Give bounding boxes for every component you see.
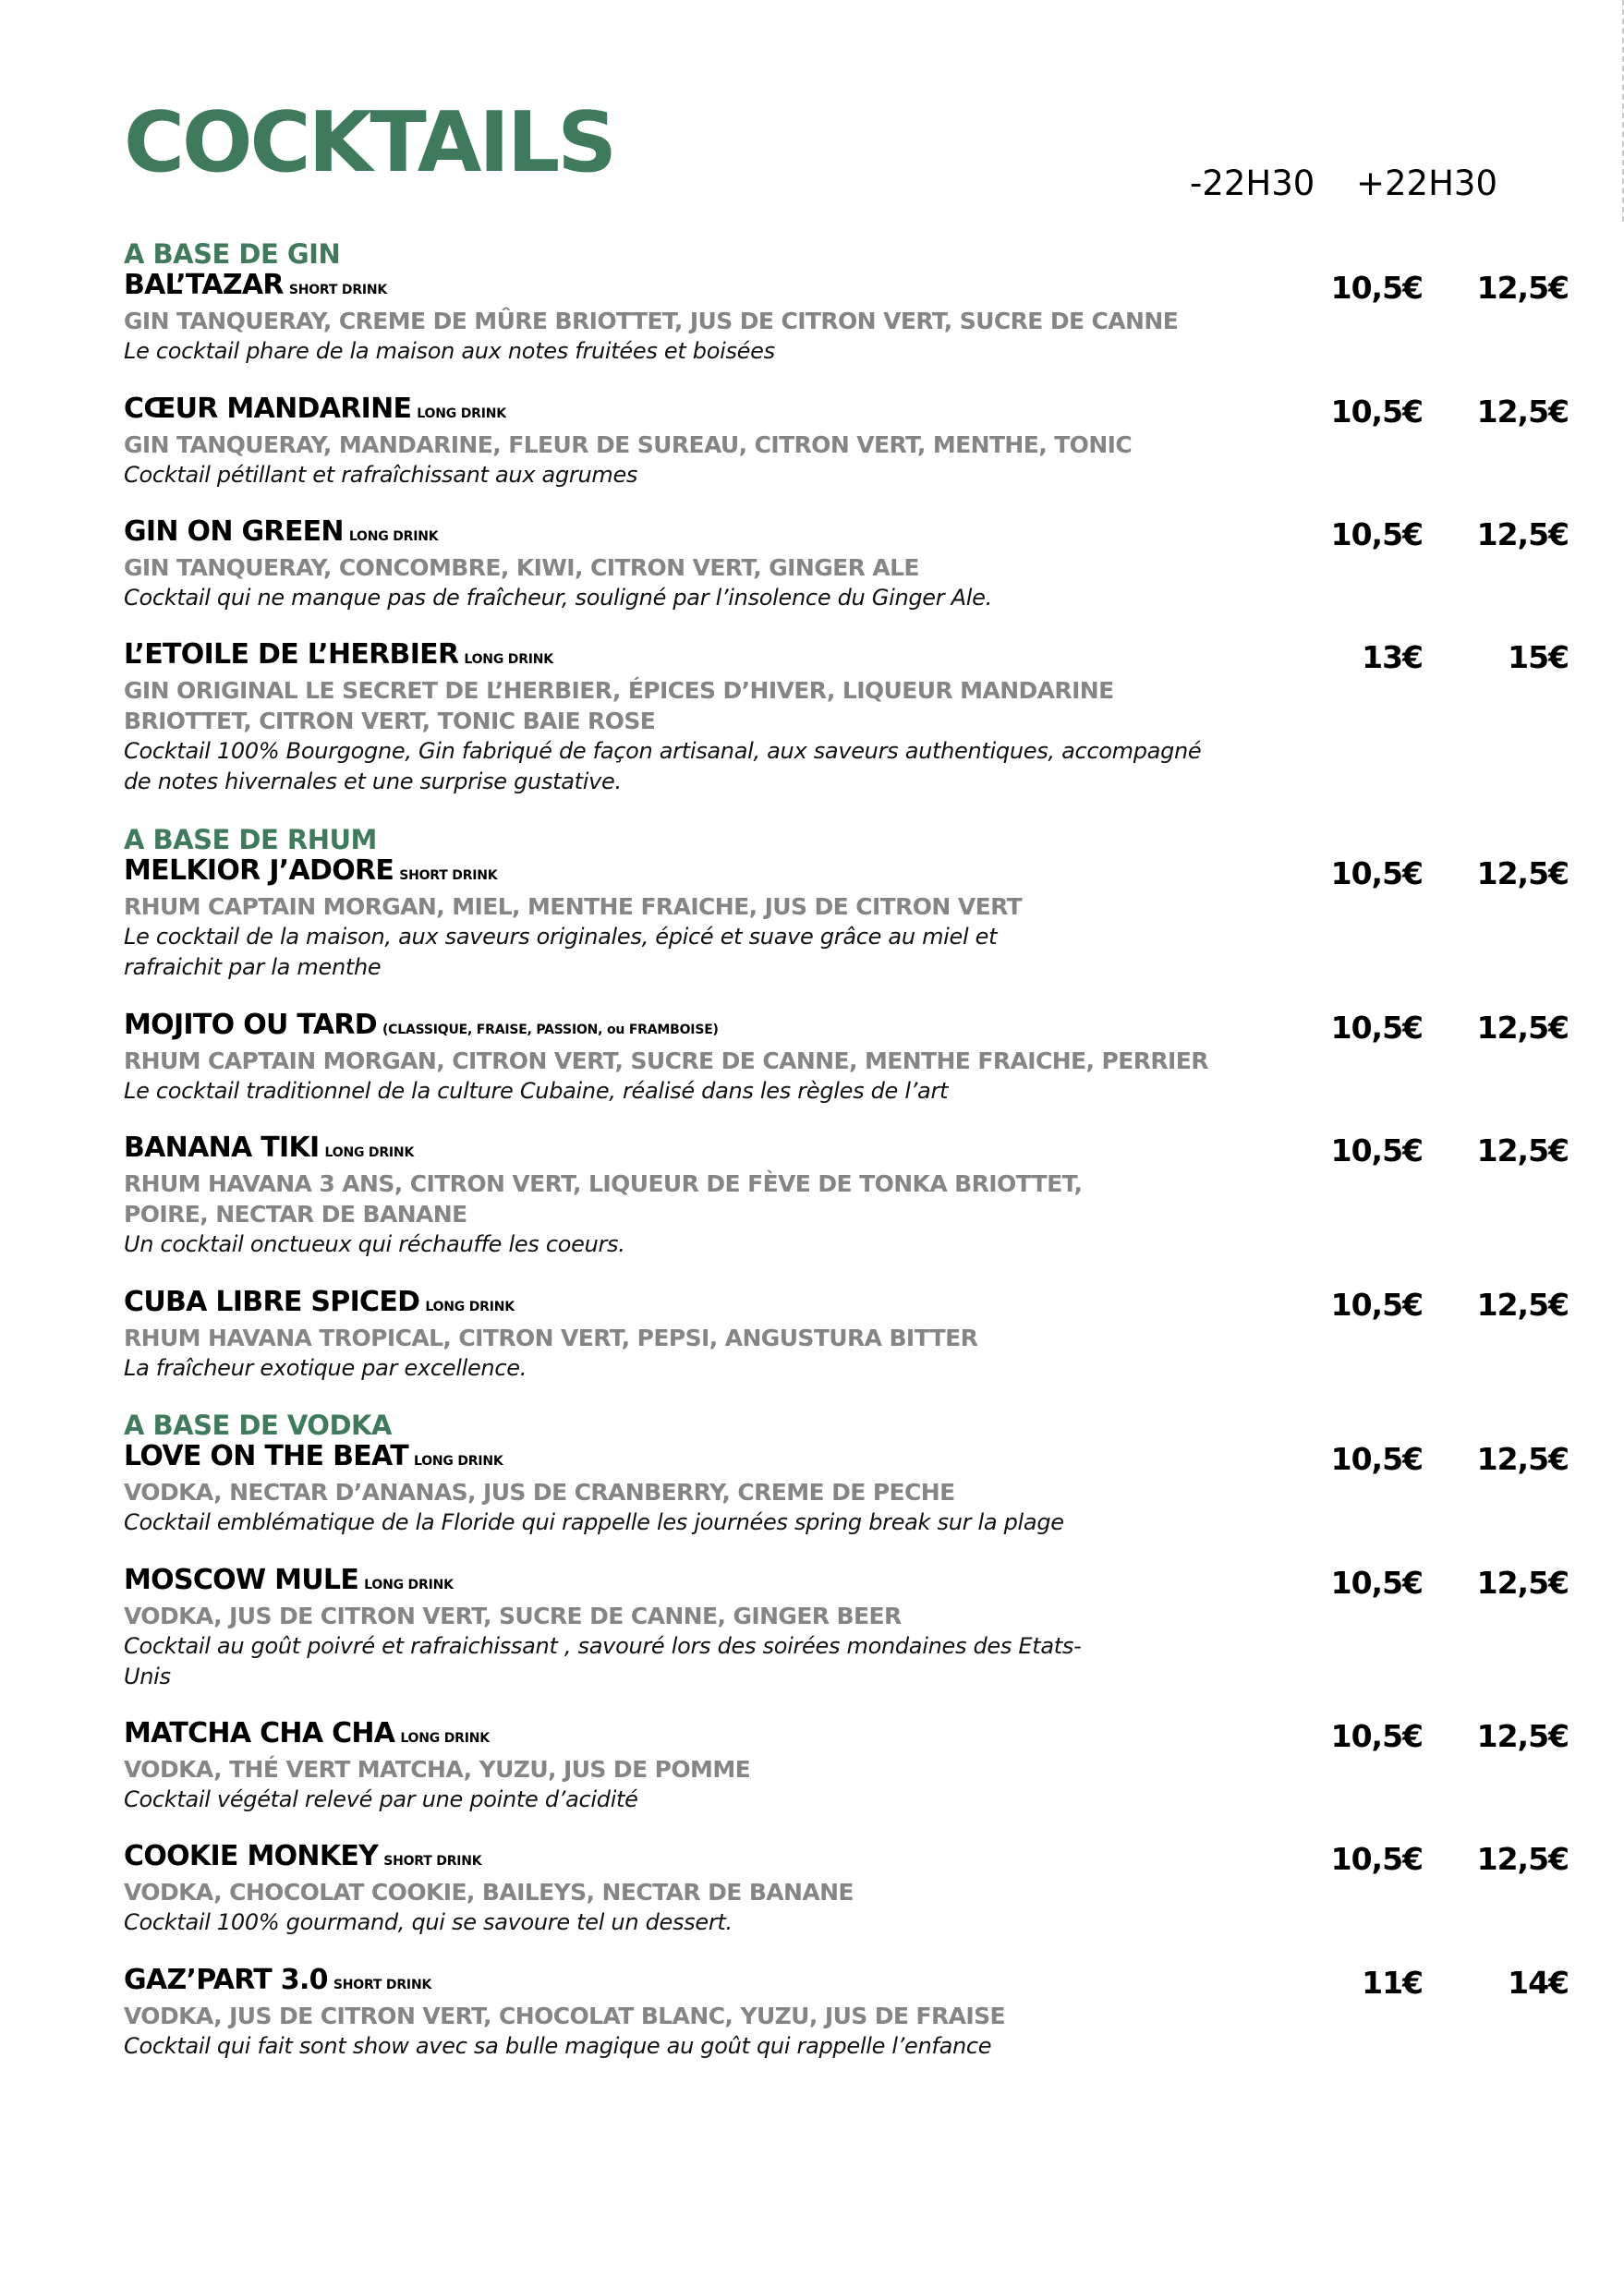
- price-after-2230: 12,5€: [1476, 1287, 1569, 1323]
- item-description: Un cocktail onctueux qui réchauffe les coeurs.: [124, 1231, 625, 1257]
- price-after-2230: 12,5€: [1476, 393, 1569, 430]
- item-tag: SHORT DRINK: [288, 283, 388, 297]
- column-header-before-2230: -22H30: [1190, 163, 1315, 203]
- item-ingredients: RHUM CAPTAIN MORGAN, MIEL, MENTHE FRAICHE, JUS DE CITRON VERT: [124, 893, 1023, 920]
- price-after-2230: 12,5€: [1476, 1565, 1569, 1601]
- item-name: LOVE ON THE BEAT LONG DRINK: [124, 1440, 503, 1472]
- section-title-rhum: A BASE DE RHUM: [124, 824, 377, 855]
- price-before-2230: 10,5€: [1330, 855, 1423, 891]
- item-name: COOKIE MONKEY SHORT DRINK: [124, 1840, 482, 1872]
- menu-item: [124, 1009, 1569, 1107]
- item-name: MOSCOW MULE LONG DRINK: [124, 1564, 454, 1596]
- price-before-2230: 10,5€: [1330, 393, 1423, 430]
- item-name: MELKIOR J’ADORE SHORT DRINK: [124, 854, 498, 887]
- price-before-2230: 10,5€: [1330, 1132, 1423, 1168]
- item-name: L’ETOILE DE L’HERBIER LONG DRINK: [124, 638, 553, 671]
- item-description: Le cocktail traditionnel de la culture Cubaine, réalisé dans les règles de l’art: [124, 1078, 949, 1104]
- price-before-2230: 10,5€: [1330, 1287, 1423, 1323]
- menu-item: [124, 1286, 1569, 1384]
- price-after-2230: 12,5€: [1476, 1441, 1569, 1477]
- item-tag: LONG DRINK: [417, 406, 506, 421]
- item-name: MATCHA CHA CHA LONG DRINK: [124, 1717, 490, 1749]
- item-description: Cocktail emblématique de la Floride qui rappelle les journées spring break sur la plage: [124, 1509, 1064, 1535]
- item-ingredients: VODKA, JUS DE CITRON VERT, CHOCOLAT BLANC, YUZU, JUS DE FRAISE: [124, 2003, 1005, 2029]
- menu-item: [124, 515, 1569, 613]
- item-tag: LONG DRINK: [464, 652, 553, 667]
- item-tag: LONG DRINK: [348, 529, 439, 544]
- menu-item: [124, 269, 1569, 367]
- item-tag: SHORT DRINK: [333, 1978, 432, 1992]
- price-before-2230: 10,5€: [1330, 1718, 1423, 1754]
- price-after-2230: 12,5€: [1476, 1010, 1569, 1046]
- item-ingredients: GIN TANQUERAY, MANDARINE, FLEUR DE SUREAU, CITRON VERT, MENTHE, TONIC: [124, 431, 1133, 458]
- price-after-2230: 15€: [1508, 639, 1569, 675]
- price-before-2230: 10,5€: [1330, 270, 1423, 306]
- item-name: BANANA TIKI LONG DRINK: [124, 1132, 415, 1164]
- price-before-2230: 11€: [1362, 1965, 1423, 2001]
- section-title-gin: A BASE DE GIN: [124, 238, 341, 270]
- item-tag: SHORT DRINK: [383, 1854, 482, 1869]
- item-ingredients: RHUM HAVANA TROPICAL, CITRON VERT, PEPSI, ANGUSTURA BITTER: [124, 1325, 978, 1351]
- item-description: Cocktail qui ne manque pas de fraîcheur, souligné par l’insolence du Ginger Ale.: [124, 585, 992, 611]
- price-before-2230: 10,5€: [1330, 516, 1423, 552]
- price-after-2230: 12,5€: [1476, 1718, 1569, 1754]
- item-tag: LONG DRINK: [425, 1300, 515, 1314]
- price-after-2230: 12,5€: [1476, 1841, 1569, 1877]
- item-name: CŒUR MANDARINE LONG DRINK: [124, 393, 506, 425]
- item-tag: LONG DRINK: [400, 1731, 490, 1746]
- item-name: GAZ’PART 3.0 SHORT DRINK: [124, 1964, 432, 1996]
- price-after-2230: 12,5€: [1476, 516, 1569, 552]
- price-after-2230: 12,5€: [1476, 855, 1569, 891]
- item-description: Cocktail 100% Bourgogne, Gin fabriqué de façon artisanal, aux saveurs authentiques, accompagné de notes hivernales et une surprise gustative.: [124, 738, 1202, 794]
- price-before-2230: 10,5€: [1330, 1010, 1423, 1046]
- item-ingredients: RHUM HAVANA 3 ANS, CITRON VERT, LIQUEUR DE FÈVE DE TONKA BRIOTTET, POIRE, NECTAR DE BANANE: [124, 1170, 1083, 1228]
- menu-item: [124, 1132, 1569, 1260]
- column-header-after-2230: +22H30: [1356, 163, 1497, 203]
- item-description: La fraîcheur exotique par excellence.: [124, 1355, 527, 1381]
- section-title-vodka: A BASE DE VODKA: [124, 1410, 392, 1441]
- price-after-2230: 12,5€: [1476, 270, 1569, 306]
- item-name: MOJITO OU TARD (CLASSIQUE, FRAISE, PASSION, ou FRAMBOISE): [124, 1009, 719, 1041]
- price-after-2230: 12,5€: [1476, 1132, 1569, 1168]
- item-tag: LONG DRINK: [413, 1454, 503, 1469]
- menu-item: [124, 1717, 1569, 1815]
- price-before-2230: 13€: [1362, 639, 1423, 675]
- menu-item: [124, 1564, 1569, 1692]
- price-before-2230: 10,5€: [1330, 1841, 1423, 1877]
- price-after-2230: 14€: [1508, 1965, 1569, 2001]
- item-ingredients: GIN TANQUERAY, CREME DE MÛRE BRIOTTET, JUS DE CITRON VERT, SUCRE DE CANNE: [124, 308, 1179, 334]
- price-before-2230: 10,5€: [1330, 1565, 1423, 1601]
- menu-item: [124, 1964, 1569, 2062]
- item-tag: LONG DRINK: [324, 1145, 415, 1160]
- item-ingredients: RHUM CAPTAIN MORGAN, CITRON VERT, SUCRE DE CANNE, MENTHE FRAICHE, PERRIER: [124, 1047, 1208, 1074]
- item-description: Cocktail pétillant et rafraîchissant aux agrumes: [124, 462, 638, 488]
- item-ingredients: VODKA, CHOCOLAT COOKIE, BAILEYS, NECTAR DE BANANE: [124, 1879, 854, 1906]
- item-ingredients: VODKA, THÉ VERT MATCHA, YUZU, JUS DE POMME: [124, 1756, 751, 1783]
- item-ingredients: VODKA, JUS DE CITRON VERT, SUCRE DE CANNE, GINGER BEER: [124, 1603, 902, 1629]
- price-before-2230: 10,5€: [1330, 1441, 1423, 1477]
- item-description: Cocktail au goût poivré et rafraichissant , savouré lors des soirées mondaines des Etats-Unis: [124, 1633, 1082, 1689]
- item-description: Cocktail qui fait sont show avec sa bulle magique au goût qui rappelle l’enfance: [124, 2033, 992, 2059]
- menu-item: [124, 854, 1569, 983]
- item-ingredients: GIN TANQUERAY, CONCOMBRE, KIWI, CITRON VERT, GINGER ALE: [124, 554, 919, 581]
- item-ingredients: VODKA, NECTAR D’ANANAS, JUS DE CRANBERRY, CREME DE PECHE: [124, 1479, 955, 1506]
- menu-item: [124, 1840, 1569, 1938]
- item-tag: LONG DRINK: [364, 1578, 454, 1592]
- menu-item: [124, 638, 1569, 797]
- item-description: Cocktail végétal relevé par une pointe d’acidité: [124, 1786, 638, 1812]
- menu-item: [124, 1440, 1569, 1538]
- item-ingredients: GIN ORIGINAL LE SECRET DE L’HERBIER, ÉPICES D’HIVER, LIQUEUR MANDARINE BRIOTTET, CITRON VERT, TONIC BAIE ROSE: [124, 677, 1114, 734]
- item-name: BAL’TAZAR SHORT DRINK: [124, 269, 388, 301]
- item-name: CUBA LIBRE SPICED LONG DRINK: [124, 1286, 515, 1318]
- page-title: COCKTAILS: [124, 94, 615, 191]
- menu-item: [124, 393, 1569, 490]
- item-description: Cocktail 100% gourmand, qui se savoure tel un dessert.: [124, 1909, 733, 1935]
- item-description: Le cocktail phare de la maison aux notes fruitées et boisées: [124, 338, 775, 364]
- item-tag: SHORT DRINK: [399, 868, 498, 883]
- item-description: Le cocktail de la maison, aux saveurs originales, épicé et suave grâce au miel et rafraichit par la menthe: [124, 924, 998, 980]
- item-tag: (CLASSIQUE, FRAISE, PASSION, ou FRAMBOISE): [382, 1023, 719, 1037]
- item-name: GIN ON GREEN LONG DRINK: [124, 515, 439, 548]
